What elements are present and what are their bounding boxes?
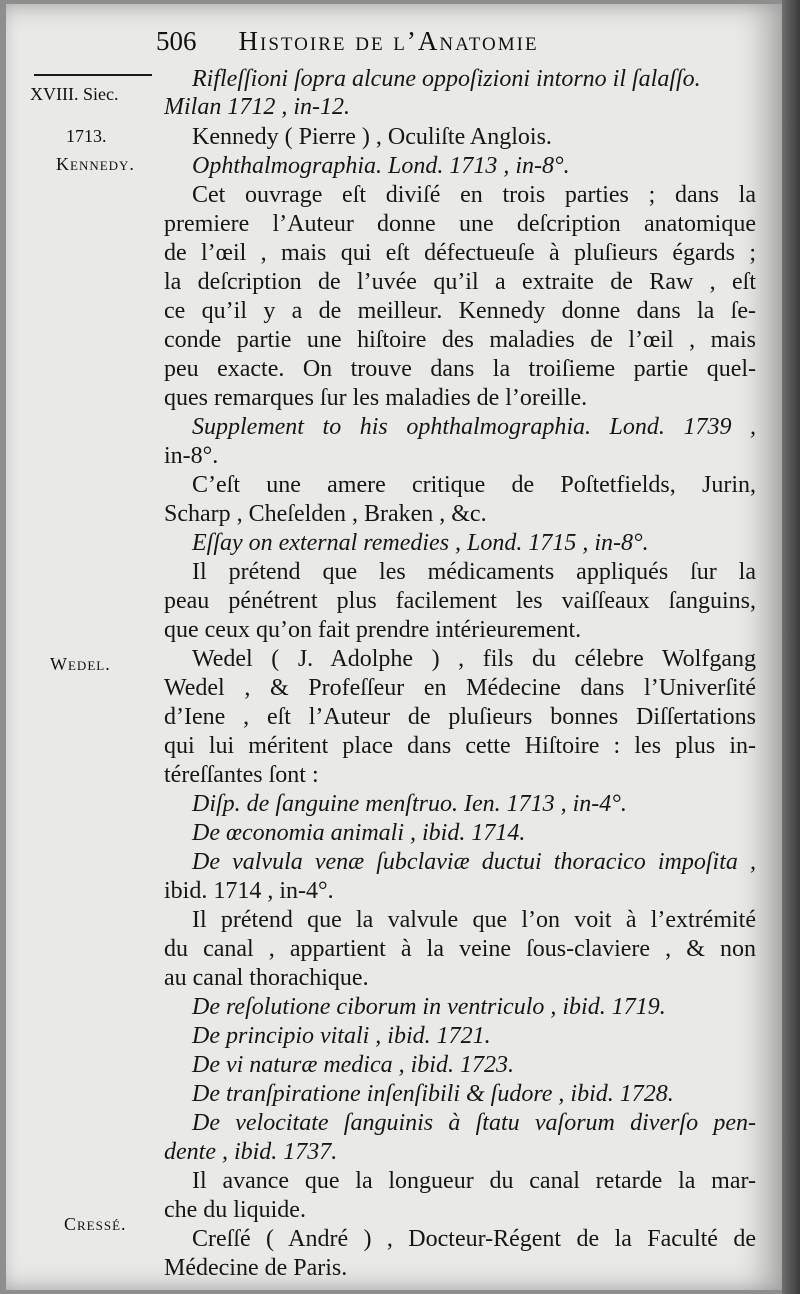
text-line: Il prétend que les médicaments appliqués ſur la: [192, 559, 756, 585]
text-line: ques remarques ſur les maladies de l’oreille.: [164, 385, 588, 411]
text-line: téreſſantes ſont :: [164, 762, 319, 788]
page-number: 506: [156, 26, 197, 56]
text-line: Ophthalmographia. Lond. 1713 , in-8°.: [192, 153, 570, 179]
text-line: De velocitate ſanguinis à ſtatu vaſorum diverſo pen-: [192, 1110, 756, 1136]
text-line: Kennedy ( Pierre ) , Oculiſte Anglois.: [192, 124, 552, 150]
text-line: Il avance que la longueur du canal retarde la mar-: [192, 1168, 756, 1194]
text-line: dente , ibid. 1737.: [164, 1139, 338, 1165]
text-line: De reſolutione ciborum in ventriculo , ibid. 1719.: [192, 994, 666, 1020]
text-line: premiere l’Auteur donne une deſcription anatomique: [164, 211, 756, 237]
text-line: du canal , appartient à la veine ſous-claviere , & non: [164, 936, 756, 962]
text-line: de l’œil , mais qui eſt défectueuſe à pluſieurs égards ;: [164, 240, 756, 266]
text-line: De vi naturæ medica , ibid. 1723.: [192, 1052, 514, 1078]
margin-name-wedel: Wedel.: [50, 654, 111, 674]
text-line: De principio vitali , ibid. 1721.: [192, 1023, 491, 1049]
margin-name-kennedy: Kennedy.: [56, 154, 135, 174]
text-line: peau pénétrent plus facilement les vaiſſeaux ſanguins,: [164, 588, 756, 614]
text-line: Il prétend que la valvule que l’on voit à l’extrémité: [192, 907, 756, 933]
text-line: Médecine de Paris.: [164, 1255, 348, 1281]
text-line: De valvula venæ ſubclaviæ ductui thoracico impoſita ,: [192, 849, 756, 875]
text-line: au canal thorachique.: [164, 965, 369, 991]
text-line: conde partie une hiſtoire des maladies de l’œil , mais: [164, 327, 756, 353]
text-line: que ceux qu’on fait prendre intérieurement.: [164, 617, 582, 643]
text-line: la deſcription de l’uvée qu’il a extraite de Raw , eſt: [164, 269, 756, 295]
margin-rule: [34, 74, 152, 76]
text-line: Cet ouvrage eſt diviſé en trois parties ; dans la: [192, 182, 756, 208]
text-line: Eſſay on external remedies , Lond. 1715 , in-8°.: [192, 530, 649, 556]
text-line: ce qu’il y a de meilleur. Kennedy donne dans la ſe-: [164, 298, 756, 324]
text-line: Rifleſſioni ſopra alcune oppoſizioni intorno il ſalaſſo.: [192, 66, 701, 92]
text-line: peu exacte. On trouve dans la troiſieme partie quel-: [164, 356, 756, 382]
text-line: Scharp , Cheſelden , Braken , &c.: [164, 501, 487, 527]
text-line: che du liquide.: [164, 1197, 306, 1223]
text-line: d’Iene , eſt l’Auteur de pluſieurs bonnes Diſſertations: [164, 704, 756, 730]
page-header-title: Histoire de l’Anatomie: [238, 26, 539, 56]
text-line: Creſſé ( André ) , Docteur-Régent de la Faculté de: [192, 1226, 756, 1252]
text-line: Supplement to his ophthalmographia. Lond. 1739 ,: [192, 414, 756, 440]
margin-name-cresse: Cressé.: [64, 1214, 127, 1234]
text-line: ibid. 1714 , in-4°.: [164, 878, 334, 904]
margin-note-year: 1713.: [66, 126, 107, 146]
text-line: in-8°.: [164, 443, 219, 469]
text-line: De œconomia animali , ibid. 1714.: [192, 820, 526, 846]
text-line: Wedel , & Profeſſeur en Médecine dans l’Univerſité: [164, 675, 756, 701]
margin-note-century: XVIII. Siec.: [30, 84, 119, 104]
running-header: [156, 26, 539, 57]
text-line: Milan 1712 , in-12.: [164, 94, 350, 120]
page-edge-shadow: [782, 0, 800, 1294]
text-line: C’eſt une amere critique de Poſtetfields, Jurin,: [192, 472, 756, 498]
book-page: [6, 4, 782, 1290]
text-line: qui lui méritent place dans cette Hiſtoire : les plus in-: [164, 733, 756, 759]
text-line: De tranſpiratione inſenſibili & ſudore , ibid. 1728.: [192, 1081, 674, 1107]
text-line: Diſp. de ſanguine menſtruo. Ien. 1713 , in-4°.: [192, 791, 627, 817]
text-line: Wedel ( J. Adolphe ) , fils du célebre Wolfgang: [192, 646, 756, 672]
